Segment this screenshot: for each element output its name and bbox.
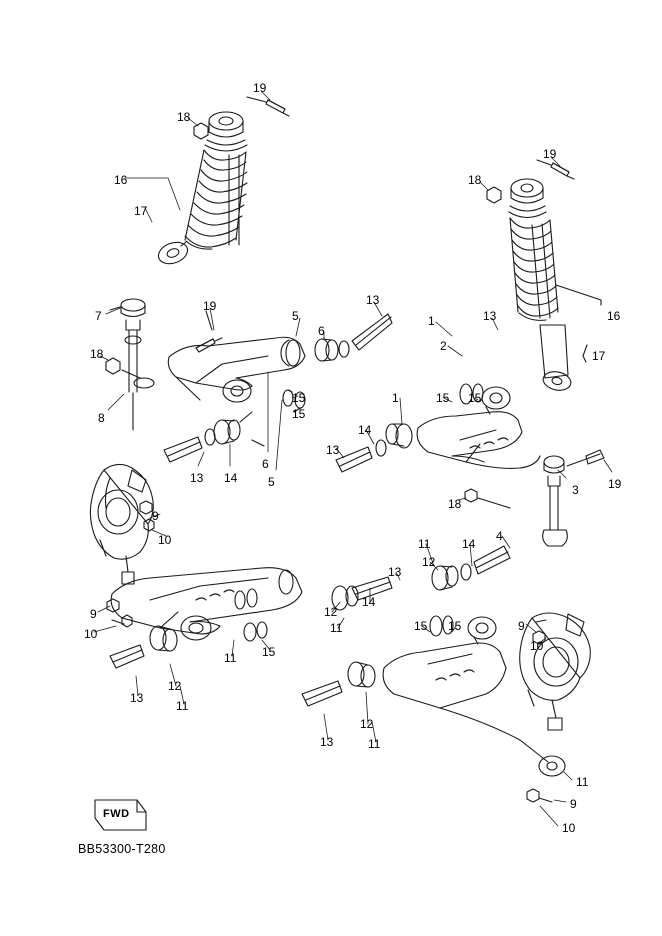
callout-number: 19 [608,477,622,491]
steering-knuckle-left [90,464,154,584]
collar-group-left-lower [244,622,267,641]
callout-number: 13 [190,471,204,485]
callout-number: 7 [95,309,102,323]
callout-number: 14 [358,423,372,437]
callout-number: 18 [468,173,482,187]
callout-number: 10 [562,821,576,835]
callout-number: 16 [114,173,128,187]
callout-number: 11 [576,775,589,789]
callout-number: 9 [152,509,159,523]
callout-number: 14 [224,471,238,485]
callout-number: 12 [360,717,374,731]
upper-arm-left [168,311,392,412]
callout-number: 11 [176,699,189,713]
callout-number: 18 [90,347,104,361]
callout-number: 12 [324,605,338,619]
callout-number: 10 [530,639,544,653]
callout-number: 1 [428,314,435,328]
callout-number: 11 [418,537,431,551]
callout-number: 14 [362,595,376,609]
callout-number: 13 [326,443,340,457]
callout-number: 15 [292,391,306,405]
part-code: BB53300-T280 [78,842,166,856]
callout-number: 18 [448,497,462,511]
callout-number: 17 [592,349,606,363]
callout-number: 5 [292,309,299,323]
callout-number: 10 [84,627,98,641]
callout-number: 12 [422,555,436,569]
callout-number: 1 [392,391,399,405]
callout-number: 12 [168,679,182,693]
callout-number: 19 [203,299,217,313]
callout-number: 11 [224,651,237,665]
callout-number: 4 [496,529,503,543]
callout-number: 6 [318,324,325,338]
fwd-marker [95,800,141,830]
callout-number: 13 [483,309,497,323]
callout-number: 18 [177,110,191,124]
callout-number: 14 [462,537,476,551]
callout-number: 19 [543,147,557,161]
callout-number: 6 [262,457,269,471]
callout-number: 15 [414,619,428,633]
callout-number: 5 [268,475,275,489]
callout-number: 13 [366,293,380,307]
callout-number: 10 [158,533,172,547]
shock-absorber-right [487,160,601,393]
callout-number: 9 [570,797,577,811]
callout-number: 2 [440,339,447,353]
lower-arm-right [302,616,565,802]
callout-number: 13 [130,691,144,705]
fwd-marker-label: FWD [103,808,130,820]
callout-number: 15 [436,391,450,405]
callout-number: 19 [253,81,267,95]
callout-number: 15 [448,619,462,633]
shock-absorber-left [155,97,289,268]
bolt-group-left-upper [164,412,264,462]
callout-number: 13 [320,735,334,749]
callout-number: 11 [330,621,343,635]
callout-number: 16 [607,309,621,323]
steering-knuckle-right [520,613,591,730]
callout-number: 15 [292,407,306,421]
bolt-group-center [332,546,510,610]
callout-number: 9 [90,607,97,621]
ball-joint-left [106,299,154,430]
upper-arm-right [336,384,604,546]
callout-number: 13 [388,565,402,579]
callout-number: 17 [134,204,148,218]
callout-number: 11 [368,737,381,751]
callout-number: 3 [572,483,579,497]
callout-number: 15 [468,391,482,405]
callout-number: 15 [262,645,276,659]
callout-number: 9 [518,619,525,633]
callout-number: 8 [98,411,105,425]
